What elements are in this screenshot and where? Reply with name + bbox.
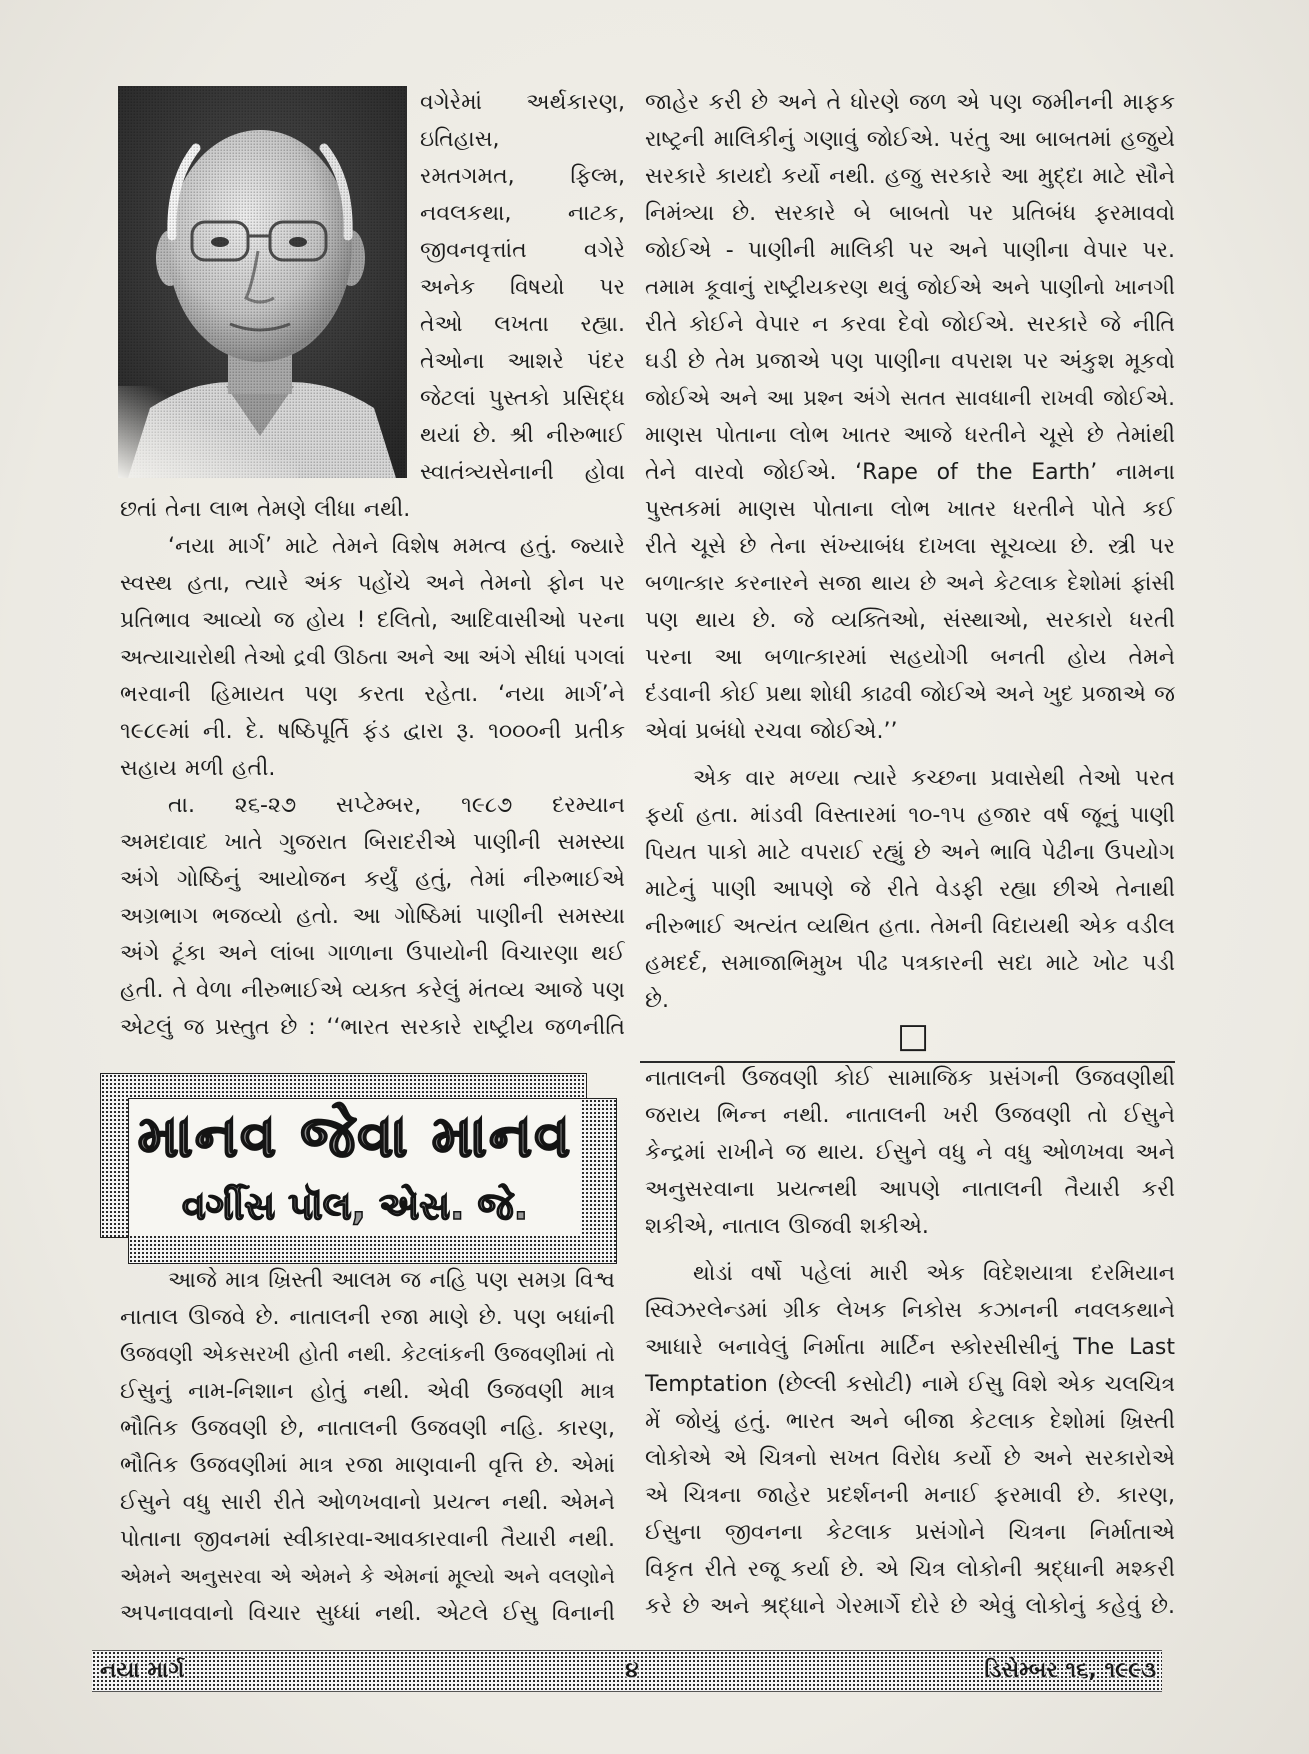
- text-line: જોઈએ - પાણીની માલિકી પર અને પાણીના વેપાર પર.: [645, 238, 1175, 263]
- text-line: ભરવાની હિમાયત પણ કરતા રહેતા. ‘નયા માર્ગ’ને: [120, 682, 625, 707]
- article2-heading-box: [130, 1099, 580, 1236]
- text-line: એક વાર મળ્યા ત્યારે કચ્છના પ્રવાસેથી તેઓ પરત: [693, 766, 1175, 791]
- text-line: ભૌતિક ઉજવણીમાં માત્ર રજા માણવાની વૃત્તિ છે. એમાં: [120, 1453, 615, 1478]
- paragraph: [645, 84, 1175, 750]
- author-photo: [118, 86, 407, 478]
- text-line: રમતગમત, ફિલ્મ,: [420, 164, 625, 189]
- text-line: તેઓ લખતા રહ્યા.: [420, 312, 625, 337]
- text-line: માટેનું પાણી આપણે જે રીતે વેડફી રહ્યા છીએ તેનાથી: [645, 877, 1175, 902]
- article1-right-column: [645, 84, 1175, 1019]
- text-line: સ્વાતંત્ર્યસેનાની હોવા: [420, 460, 625, 485]
- text-line: તેઓના આશરે પંદર: [420, 349, 625, 374]
- text-line: જાહેર કરી છે અને તે ધોરણે જળ એ પણ જમીનની માફક: [645, 90, 1175, 115]
- text-line: ભૌતિક ઉજવણી છે, નાતાલની ઉજવણી નહિ. કારણ,: [120, 1416, 615, 1441]
- text-line: રાષ્ટ્રની માલિકીનું ગણાવું જોઈએ. પરંતુ આ બાબતમાં હજુયે: [645, 127, 1175, 152]
- text-line: પ્રતિભાવ આવ્યો જ હોય ! દલિતો, આદિવાસીઓ પરના: [120, 608, 625, 633]
- text-line: પણ થાય છે. જે વ્યક્તિઓ, સંસ્થાઓ, સરકારો ધરતી: [645, 608, 1175, 633]
- footer-date: ડિસેમ્બર ૧૬, ૧૯૯૩: [984, 1658, 1156, 1683]
- text-line: અત્યાચારોથી તેઓ દ્રવી ઊઠતા અને આ અંગે સીધાં પગલાં: [120, 645, 625, 670]
- text-line: આધારે બનાવેલું નિર્માતા માર્ટિન સ્કોરસીસીનું The Last: [645, 1335, 1175, 1360]
- text-line: ફર્યા હતા. માંડવી વિસ્તારમાં ૧૦-૧૫ હજાર વર્ષ જૂનું પાણી: [645, 803, 1175, 828]
- text-line: મેં જોયું હતું. ભારત અને બીજા કેટલાક દેશોમાં ખ્રિસ્તી: [645, 1409, 1175, 1434]
- text-line: શકીએ, નાતાલ ઊજવી શકીએ.: [645, 1214, 929, 1239]
- article2-title: માનવ જેવા માનવ: [137, 1102, 573, 1170]
- text-line: થોડાં વર્ષો પહેલાં મારી એક વિદેશયાત્રા દરમિયાન: [693, 1261, 1175, 1286]
- text-line: દંડવાની કોઈ પ્રથા શોધી કાઢવી જોઈએ અને ખુદ પ્રજાએ જ: [645, 682, 1175, 707]
- paragraph: [120, 491, 625, 528]
- text-line: રીતે કોઈને વેપાર ન કરવા દેવો જોઈએ. સરકારે જે નીતિ: [645, 312, 1175, 337]
- text-line: હતી. તે વેળા નીરુભાઈએ વ્યક્ત કરેલું મંતવ્ય આજે પણ: [120, 978, 625, 1003]
- article2-right-column: [645, 1060, 1175, 1625]
- article2-left-column: [120, 1262, 615, 1632]
- text-line: રીતે ચૂસે છે તેના સંખ્યાબંધ દાખલા સૂચવ્યા છે. સ્ત્રી પર: [645, 534, 1175, 559]
- text-line: સ્વસ્થ હતા, ત્યારે અંક પહોંચે અને તેમનો ફોન પર: [120, 571, 625, 596]
- text-line: કેન્દ્રમાં રાખીને જ થાય. ઈસુને વધુ ને વધુ ઓળખવા અને: [645, 1140, 1175, 1165]
- paragraph: [645, 1060, 1175, 1245]
- text-line: અપનાવવાનો વિચાર સુધ્ધાં નથી. એટલે ઈસુ વિનાની: [120, 1601, 615, 1626]
- text-line: સહાય મળી હતી.: [120, 756, 276, 781]
- text-line: ‘નયા માર્ગ’ માટે તેમને વિશેષ મમત્વ હતું. જ્યારે: [168, 534, 625, 559]
- text-line: અમદાવાદ ખાતે ગુજરાત બિરાદરીએ પાણીની સમસ્યા: [120, 830, 625, 855]
- text-line: વિકૃત રીતે રજૂ કર્યા છે. એ ચિત્ર લોકોની શ્રદ્ધાની મશ્કરી: [645, 1557, 1175, 1582]
- text-line: આજે માત્ર ખ્રિસ્તી આલમ જ નહિ પણ સમગ્ર વિશ્વ: [168, 1268, 615, 1293]
- text-line: ઉજવણી એકસરખી હોતી નથી. કેટલાંકની ઉજવણીમાં તો: [120, 1342, 615, 1366]
- paragraph: [120, 1262, 615, 1632]
- text-line: પિયત પાકો માટે વપરાઈ રહ્યું છે અને ભાવિ પેઢીના ઉપયોગ: [645, 840, 1175, 865]
- footer-magazine-name: નયા માર્ગ: [100, 1658, 185, 1683]
- article1-text-beside-photo: [420, 84, 625, 491]
- article2-author: વર્ગીસ પૉલ, એસ. જે.: [181, 1184, 529, 1228]
- text-line: જોઈએ અને આ પ્રશ્ન અંગે સતત સાવધાની રાખવી જોઈએ.: [645, 386, 1175, 411]
- text-line: અગ્રભાગ ભજવ્યો હતો. આ ગોષ્ઠિમાં પાણીની સમસ્યા: [120, 904, 625, 929]
- text-line: નિમંત્ર્યા છે. સરકારે બે બાબતો પર પ્રતિબંધ ફરમાવવો: [645, 201, 1175, 226]
- text-line: હમદર્દ, સમાજાભિમુખ પીઢ પત્રકારની સદા માટે ખોટ પડી: [645, 951, 1175, 976]
- text-line: નાતાલની ઉજવણી કોઈ સામાજિક પ્રસંગની ઉજવણીથી: [645, 1066, 1175, 1091]
- text-line: અંગે ટૂંકા અને લાંબા ગાળાના ઉપાયોની વિચારણા થઈ: [120, 941, 625, 966]
- text-line: સરકારે કાયદો કર્યો નથી. હજુ સરકારે આ મુદ્દા માટે સૌને: [645, 164, 1175, 189]
- text-line: નાતાલ ઊજવે છે. નાતાલની રજા માણે છે. પણ બધાંની: [120, 1305, 615, 1330]
- paragraph: [645, 760, 1175, 1019]
- text-line: જીવનવૃત્તાંત વગેરે: [420, 238, 625, 263]
- text-line: ઘડી છે તેમ પ્રજાએ પણ પાણીના વપરાશ પર અંકુશ મૂકવો: [645, 349, 1175, 374]
- text-line: તેને વારવો જોઈએ. ‘Rape of the Earth’ નામના: [645, 460, 1175, 485]
- text-line: અનુસરવાના પ્રયત્નથી આપણે નાતાલની તૈયારી કરી: [645, 1177, 1175, 1202]
- text-line: નીરુભાઈ અત્યંત વ્યથિત હતા. તેમની વિદાયથી એક વડીલ: [645, 914, 1175, 939]
- text-line: થયાં છે. શ્રી નીરુભાઈ: [420, 423, 625, 448]
- text-line: અંગે ગોષ્ઠિનું આયોજન કર્યું હતું, તેમાં નીરુભાઈએ: [120, 867, 625, 892]
- end-of-article-mark: □: [896, 1016, 930, 1056]
- article1-left-column: [120, 491, 625, 1046]
- paragraph: [120, 528, 625, 787]
- paragraph: [420, 84, 625, 491]
- page-footer: [92, 1650, 1162, 1692]
- text-line: પરના આ બળાત્કારમાં સહયોગી બનતી હોય તેમને: [645, 645, 1175, 670]
- text-line: તા. ૨૬-૨૭ સપ્ટેમ્બર, ૧૯૮૭ દરમ્યાન: [168, 793, 625, 818]
- text-line: જરાય ભિન્ન નથી. નાતાલની ખરી ઉજવણી તો ઈસુને: [645, 1103, 1175, 1128]
- text-line: ઈસુના જીવનના કેટલાક પ્રસંગોને ચિત્રના નિર્માતાએ: [645, 1520, 1175, 1545]
- text-line: ઇતિહાસ,: [420, 127, 500, 152]
- paragraph: [120, 787, 625, 1046]
- text-line: પોતાના જીવનમાં સ્વીકારવા-આવકારવાની તૈયારી નથી.: [120, 1527, 615, 1552]
- text-line: છે.: [645, 988, 669, 1013]
- text-line: ઈસુનું નામ-નિશાન હોતું નથી. એવી ઉજવણી માત્ર: [120, 1379, 615, 1404]
- text-line: ઈસુને વધુ સારી રીતે ઓળખવાનો પ્રયત્ન નથી. એમને: [120, 1490, 615, 1515]
- text-line: તમામ કૂવાનું રાષ્ટ્રીયકરણ થવું જોઈએ અને પાણીનો ખાનગી: [645, 275, 1175, 300]
- text-line: લોકોએ એ ચિત્રનો સખત વિરોધ કર્યો છે અને સરકારોએ: [645, 1446, 1175, 1471]
- text-line: પુસ્તકમાં માણસ પોતાના લોભ ખાતર ધરતીને પોતે કઈ: [645, 497, 1175, 522]
- text-line: Temptation (છેલ્લી કસોટી) નામે ઈસુ વિશે એક ચલચિત્ર: [645, 1372, 1175, 1397]
- footer-page-number: ૪: [625, 1658, 639, 1683]
- text-line: એમને અનુસરવા એ એમને કે એમનાં મૂલ્યો અને વલણોને: [120, 1564, 615, 1588]
- text-line: એટલું જ પ્રસ્તુત છે : ‘‘ભારત સરકારે રાષ્ટ્રીય જળનીતિ: [120, 1015, 625, 1040]
- text-line: સ્વિઝરલેન્ડમાં ગ્રીક લેખક નિકોસ કઝાનની નવલકથાને: [645, 1298, 1175, 1323]
- text-line: કરે છે અને શ્રદ્ધાને ગેરમાર્ગે દોરે છે એવું લોકોનું કહેવું છે.: [645, 1594, 1175, 1619]
- text-line: ૧૯૮૯માં ની. દે. ષષ્ઠિપૂર્તિ ફંડ દ્વારા રૂ. ૧૦૦૦ની પ્રતીક: [120, 719, 625, 744]
- text-line: જેટલાં પુસ્તકો પ્રસિદ્ધ: [420, 386, 625, 411]
- text-line: વગેરેમાં અર્થકારણ,: [420, 90, 625, 115]
- text-line: માણસ પોતાના લોભ ખાતર આજે ધરતીને ચૂસે છે તેમાંથી: [645, 423, 1175, 448]
- text-line: અનેક વિષયો પર: [420, 275, 625, 300]
- text-line: નવલકથા, નાટક,: [420, 201, 625, 226]
- text-line: એવાં પ્રબંધો રચવા જોઈએ.’’: [645, 719, 898, 744]
- text-line: એ ચિત્રના જાહેર પ્રદર્શનની મનાઈ ફરમાવી છે. કારણ,: [645, 1483, 1175, 1508]
- text-line: છતાં તેના લાભ તેમણે લીધા નથી.: [120, 497, 411, 522]
- text-line: બળાત્કાર કરનારને સજા થાય છે અને કેટલાક દેશોમાં ફાંસી: [645, 571, 1175, 596]
- paragraph: [645, 1255, 1175, 1625]
